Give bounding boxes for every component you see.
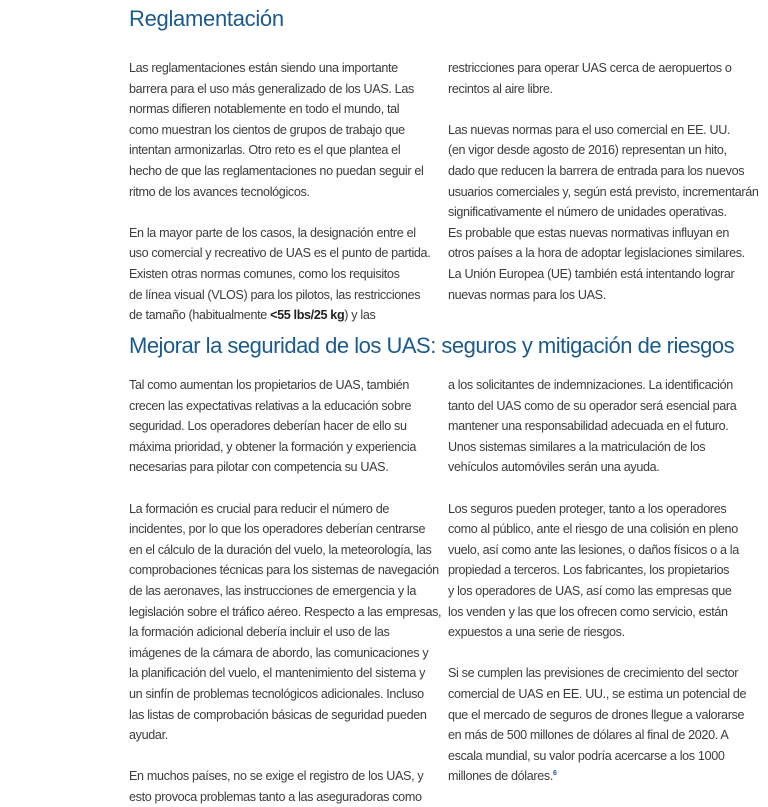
text-line: normas difieren notablemente en todo el mundo, tal [129, 102, 400, 117]
text-line [129, 305, 439, 326]
text-line: Si se cumplen las previsiones de crecimiento del sector [448, 666, 739, 681]
text-line: ayudar. [129, 728, 168, 743]
text-line: comprobaciones técnicas para los sistemas de navegación [129, 563, 439, 578]
text-line: que el mercado de seguros de drones llegue a valorarse [448, 707, 745, 722]
text-line: las listas de comprobación básicas de seguridad pueden [129, 707, 427, 722]
text-line: esto provoca problemas tanto a las aseguradoras como [129, 789, 422, 804]
text-line: La formación es crucial para reducir el número de [129, 501, 390, 516]
paragraph [448, 499, 758, 643]
text-line: a los solicitantes de indemnizaciones. La identificación [448, 378, 733, 392]
paragraph [129, 766, 439, 807]
text-line: necesarias para pilotar con competencia su UAS. [129, 460, 389, 475]
text-line: significativamente el número de unidades operativas. [448, 205, 727, 220]
text-line: Existen otras normas comunes, como los requisitos [129, 266, 400, 281]
text-line: Las nuevas normas para el uso comercial en EE. UU. [448, 122, 731, 137]
paragraph [129, 223, 439, 326]
text-line: incidentes, por lo que los operadores deberían centrarse [129, 522, 426, 537]
text-line: imágenes de la cámara de abordo, las comunicaciones y [129, 645, 429, 660]
text-line: recintos al aire libre. [448, 81, 553, 96]
text-line: tanto del UAS como de su operador será esencial para [448, 398, 737, 413]
text-line: de las aeronaves, las instrucciones de emergencia y la [129, 583, 417, 598]
text-line: En muchos países, no se exige el registro de los UAS, y [129, 769, 424, 784]
text-line: la planificación del vuelo, el mantenimiento del sistema y [129, 666, 426, 681]
paragraph-gap [129, 202, 439, 223]
text-line: crecen las expectativas relativas a la educación sobre [129, 398, 412, 413]
text-line: un sinfín de problemas tecnológicos adicionales. Incluso [129, 686, 424, 701]
text-line: en más de 500 millones de dólares al final de 2020. A [448, 728, 729, 743]
text-line: vehículos automóviles serán una ayuda. [448, 460, 660, 475]
section2-left-column [129, 375, 442, 807]
paragraph [448, 663, 758, 787]
text-line: Unos sistemas similares a la matriculación de los [448, 439, 706, 454]
text-line: nuevas normas para los UAS. [448, 287, 606, 302]
text-line: ritmo de los avances tecnológicos. [129, 184, 310, 199]
text-line: máxima prioridad, y obtener la formación y experiencia [129, 439, 416, 454]
paragraph [129, 58, 439, 202]
text-line: La Unión Europea (UE) también está intentando lograr [448, 266, 735, 281]
paragraph [448, 58, 758, 99]
text-line: Tal como aumentan los propietarios de UAS, también [129, 378, 410, 392]
text-line: restricciones para operar UAS cerca de aeropuertos o [448, 61, 732, 75]
text-line: En la mayor parte de los casos, la designación entre el [129, 225, 416, 240]
footnote-marker: 6 [553, 770, 557, 778]
text-line: usuarios comerciales y, según está previsto, incrementarán [448, 184, 759, 199]
section-title-reglamentacion: Reglamentación [129, 6, 284, 31]
paragraph-gap [448, 99, 758, 120]
text-line: uso comercial y recreativo de UAS es el punto de partida. [129, 246, 431, 261]
paragraph [448, 375, 758, 478]
section1-left-column [129, 58, 439, 326]
paragraph [129, 499, 442, 746]
paragraph [129, 375, 439, 478]
text-line: propiedad a terceros. Los fabricantes, los propietarios [448, 563, 730, 578]
paragraph-gap [129, 478, 439, 499]
text-line [448, 766, 758, 787]
text-run: millones de dólares. [448, 769, 554, 784]
text-line: y los operadores de UAS, así como las empresas que [448, 583, 732, 598]
weight-limit-emphasis: <55 lbs/25 kg [270, 308, 345, 323]
text-line: mantener una responsabilidad adecuada en el futuro. [448, 419, 729, 434]
section1-right-column [448, 58, 758, 305]
text-line: hecho de que las reglamentaciones no puedan seguir el [129, 163, 424, 178]
text-line: otros países a la hora de adoptar legislaciones similares. [448, 246, 745, 261]
text-run: de tamaño (habitualmente [129, 308, 271, 323]
text-line: expuestos a una serie de riesgos. [448, 625, 625, 640]
text-line: comercial de UAS en EE. UU., se estima un potencial de [448, 686, 747, 701]
text-line: (en vigor desde agosto de 2016) representan un hito, [448, 143, 727, 158]
text-line: de línea visual (VLOS) para los pilotos, las restricciones [129, 287, 421, 302]
paragraph-gap [129, 746, 439, 767]
text-line: la formación adicional debería incluir el uso de las [129, 625, 390, 640]
text-line: vuelo, así como ante las lesiones, o daños físicos o a la [448, 542, 739, 557]
text-line: legislación sobre el tráfico aéreo. Respecto a las empresas, [129, 604, 442, 619]
text-line: Los seguros pueden proteger, tanto a los operadores [448, 501, 727, 516]
text-line: como muestran los cientos de grupos de trabajo que [129, 122, 405, 137]
text-line: barrera para el uso más generalizado de los UAS. Las [129, 81, 414, 96]
text-line: los venden y las que los ofrecen como servicio, están [448, 604, 728, 619]
text-run: ) y las [344, 308, 376, 323]
paragraph-gap [448, 478, 758, 499]
text-line: como al público, ante el riesgo de una colisión en pleno [448, 522, 738, 537]
text-line: Es probable que estas nuevas normativas influyan en [448, 225, 730, 240]
text-line: dado que reducen la barrera de entrada para los nuevos [448, 163, 745, 178]
text-line: escala mundial, su valor podría acercarse a los 1000 [448, 748, 725, 763]
text-line: intentan armonizarlas. Otro reto es el que plantea el [129, 143, 401, 158]
paragraph-gap [448, 643, 758, 664]
text-line: Las reglamentaciones están siendo una importante [129, 61, 398, 75]
paragraph [448, 120, 758, 305]
text-line: seguridad. Los operadores deberían hacer de ello su [129, 419, 407, 434]
section-title-seguridad: Mejorar la seguridad de los UAS: seguros y mitigación de riesgos [129, 333, 735, 358]
text-line: en el cálculo de la duración del vuelo, la meteorología, las [129, 542, 432, 557]
section2-right-column [448, 375, 758, 787]
